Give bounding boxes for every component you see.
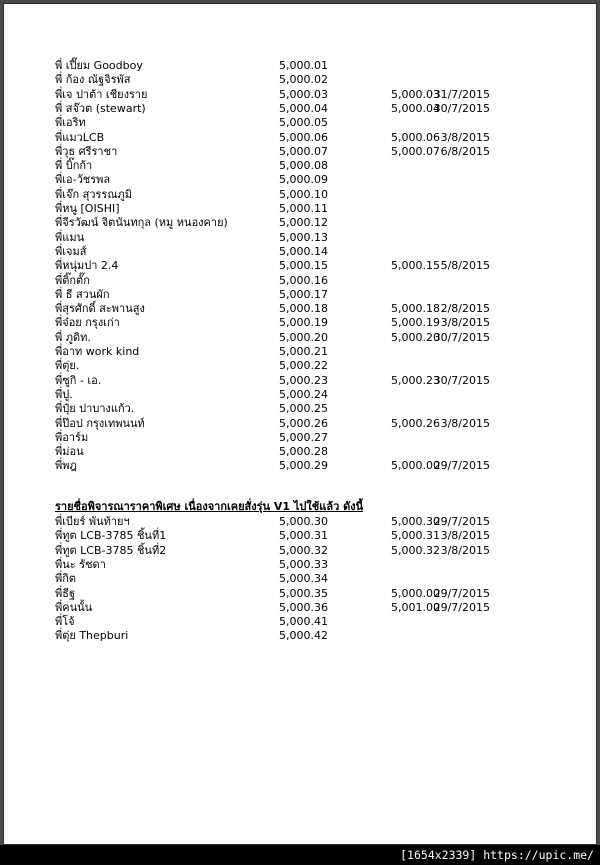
- row-amount: 5,000.23: [279, 373, 328, 387]
- row-amount: 5,000.36: [279, 600, 328, 614]
- list-row: [4, 417, 598, 431]
- row-name: พี่ปู.: [55, 387, 73, 401]
- row-amount: 5,000.19: [279, 316, 328, 330]
- list-row: [4, 402, 598, 416]
- row-name: พี่ม่อน: [55, 445, 84, 459]
- row-name: พี่เจ๊ก สุวรรณภูมิ: [55, 187, 133, 201]
- row-paid-amount: 5,001.00: [391, 600, 440, 614]
- list-row: [4, 202, 598, 216]
- list-row: [4, 73, 598, 87]
- list-row: [4, 316, 598, 330]
- row-name: พี่แมวLCB: [55, 130, 105, 144]
- row-paid-amount: 5,000.20: [391, 330, 440, 344]
- row-amount: 5,000.01: [279, 59, 328, 72]
- row-amount: 5,000.12: [279, 216, 328, 230]
- list-row: [4, 274, 598, 288]
- list-row: [4, 388, 598, 402]
- list-row: [4, 116, 598, 130]
- row-date: 29/7/2015: [433, 459, 490, 473]
- list-row: [4, 529, 598, 543]
- row-name: พี่ ภูดิท.: [55, 330, 91, 344]
- row-paid-amount: 5,000.15: [391, 259, 440, 273]
- list-row: [4, 216, 598, 230]
- row-name: พี่พฎ: [55, 459, 77, 473]
- row-paid-amount: 5,000.07: [391, 144, 440, 158]
- list-row: [4, 515, 598, 529]
- list-row: [4, 231, 598, 245]
- row-name: พี่หนู [OISHI]: [55, 202, 120, 215]
- list-row: [4, 459, 598, 473]
- row-amount: 5,000.32: [279, 543, 328, 557]
- section-heading: รายชื่อพิจารณาราคาพิเศษ เนื่องจากเคยสั่งรุ่น V1 ไปใช้แล้ว ดังนี้: [55, 500, 364, 513]
- image-size-footer: [1654x2339] https://upic.me/: [0, 845, 600, 865]
- row-amount: 5,000.04: [279, 101, 328, 115]
- row-amount: 5,000.09: [279, 173, 328, 187]
- row-amount: 5,000.22: [279, 359, 328, 373]
- row-paid-amount: 5,000.04: [391, 101, 440, 115]
- row-amount: 5,000.24: [279, 387, 328, 401]
- row-amount: 5,000.41: [279, 615, 328, 629]
- row-date: 3/8/2015: [440, 316, 490, 330]
- row-amount: 5,000.31: [279, 529, 328, 543]
- row-name: พี่อาท work kind: [55, 345, 140, 358]
- row-name: พี่ติ๊กตั๊ก: [55, 273, 90, 287]
- list-row: [4, 572, 598, 586]
- row-name: พี่ตุ่ย.: [55, 359, 80, 373]
- row-name: พี่หนุ่มปา 2.4: [55, 259, 119, 273]
- list-row: [4, 102, 598, 116]
- row-amount: 5,000.34: [279, 572, 328, 586]
- row-name: พี่ สจ๊วต (stewart): [55, 101, 146, 115]
- row-name: พี่เอ-วัชรพล: [55, 173, 111, 187]
- row-amount: 5,000.16: [279, 273, 328, 287]
- row-amount: 5,000.03: [279, 87, 328, 101]
- row-name: พี่เอริท: [55, 116, 86, 130]
- row-name: พี่นะ รัชดา: [55, 557, 106, 571]
- row-amount: 5,000.35: [279, 586, 328, 600]
- list-row: [4, 131, 598, 145]
- list-row: [4, 173, 598, 187]
- row-paid-amount: 5,000.32: [391, 543, 440, 557]
- row-date: 30/7/2015: [433, 101, 490, 115]
- row-name: พี่ทูต LCB-3785 ชิ้นที่1: [55, 529, 167, 543]
- list-row: [4, 188, 598, 202]
- row-date: 29/7/2015: [433, 515, 490, 528]
- row-paid-amount: 5,000.19: [391, 316, 440, 330]
- row-paid-amount: 5,000.26: [391, 416, 440, 430]
- row-name: พี่จ๋อย กรุงเก่า: [55, 316, 120, 330]
- row-name: พี่ บิ๊กก้า: [55, 159, 93, 173]
- row-amount: 5,000.42: [279, 629, 328, 643]
- row-name: พี่ซูกิ - เอ.: [55, 373, 102, 387]
- row-amount: 5,000.27: [279, 430, 328, 444]
- row-amount: 5,000.21: [279, 345, 328, 358]
- list-row: [4, 558, 598, 572]
- list-row: [4, 587, 598, 601]
- row-amount: 5,000.17: [279, 287, 328, 301]
- row-date: 29/7/2015: [433, 600, 490, 614]
- list-row: [4, 302, 598, 316]
- row-amount: 5,000.30: [279, 515, 328, 528]
- row-paid-amount: 5,000.00: [391, 459, 440, 473]
- row-date: 5/8/2015: [440, 259, 490, 273]
- row-date: 31/7/2015: [433, 87, 490, 101]
- row-name: พี่อาร์ม: [55, 430, 89, 444]
- row-amount: 5,000.11: [279, 202, 328, 215]
- list-row: [4, 259, 598, 273]
- row-date: 3/8/2015: [440, 529, 490, 543]
- row-name: พี่เจ ปาต้า เชียงราย: [55, 87, 148, 101]
- list-row: [4, 159, 598, 173]
- row-name: พี่สุรศักดิ์ สะพานสูง: [55, 302, 145, 316]
- row-date: 2/8/2015: [440, 302, 490, 316]
- row-name: พี่เบียร์ พันท้ายฯ: [55, 515, 130, 528]
- row-name: พี่ ก้อง ณัฐจิรพัส: [55, 73, 131, 87]
- row-date: 29/7/2015: [433, 586, 490, 600]
- list-row: [4, 345, 598, 359]
- row-name: พี่จีรวัฒน์ จิตนันทกุล (หมู หนองคาย): [55, 216, 228, 230]
- row-name: พี่กิต: [55, 572, 77, 586]
- row-amount: 5,000.15: [279, 259, 328, 273]
- list-row: [4, 615, 598, 629]
- list-row: [4, 331, 598, 345]
- row-amount: 5,000.28: [279, 445, 328, 459]
- row-name: พี่ธีฐ: [55, 586, 76, 600]
- row-date: 3/8/2015: [440, 543, 490, 557]
- row-date: 30/7/2015: [433, 330, 490, 344]
- row-name: พี่เจมส์: [55, 244, 87, 258]
- list-row: [4, 544, 598, 558]
- list-row: [4, 374, 598, 388]
- list-row: [4, 431, 598, 445]
- row-paid-amount: 5,000.18: [391, 302, 440, 316]
- row-name: พี่แมน: [55, 230, 85, 244]
- row-name: พี่ตุ่ย Thepburi: [55, 629, 129, 643]
- row-amount: 5,000.18: [279, 302, 328, 316]
- row-name: พี่คนนั้น: [55, 600, 93, 614]
- row-amount: 5,000.10: [279, 187, 328, 201]
- list-row: [4, 59, 598, 73]
- row-name: พี่ เปี๊ยม Goodboy: [55, 59, 143, 72]
- row-name: พี่วุธ ศรีราชา: [55, 144, 118, 158]
- list-row: [4, 445, 598, 459]
- row-amount: 5,000.07: [279, 144, 328, 158]
- list-row: [4, 88, 598, 102]
- row-paid-amount: 5,000.03: [391, 87, 440, 101]
- row-amount: 5,000.14: [279, 244, 328, 258]
- row-name: พี่ทูต LCB-3785 ชิ้นที่2: [55, 543, 167, 557]
- row-date: 30/7/2015: [433, 373, 490, 387]
- row-amount: 5,000.25: [279, 402, 328, 416]
- list-row: [4, 245, 598, 259]
- row-date: 6/8/2015: [440, 144, 490, 158]
- document-page: [3, 3, 597, 845]
- row-amount: 5,000.06: [279, 130, 328, 144]
- row-amount: 5,000.29: [279, 459, 328, 473]
- list-row: [4, 359, 598, 373]
- row-amount: 5,000.05: [279, 116, 328, 130]
- list-row: [4, 145, 598, 159]
- row-amount: 5,000.02: [279, 73, 328, 87]
- row-date: 3/8/2015: [440, 416, 490, 430]
- row-name: พี่ ธี สวนผัก: [55, 287, 110, 301]
- row-amount: 5,000.08: [279, 159, 328, 173]
- row-paid-amount: 5,000.00: [391, 586, 440, 600]
- row-name: พี่ป๊อป กรุงเทพนนท์: [55, 416, 145, 430]
- row-amount: 5,000.20: [279, 330, 328, 344]
- list-row: [4, 288, 598, 302]
- row-date: 3/8/2015: [440, 130, 490, 144]
- row-paid-amount: 5,000.06: [391, 130, 440, 144]
- row-name: พี่โจ้: [55, 615, 75, 629]
- row-paid-amount: 5,000.23: [391, 373, 440, 387]
- row-paid-amount: 5,000.30: [391, 515, 440, 528]
- list-row: [4, 601, 598, 615]
- row-name: พี่ปุ๋ย ปาบางแก้ว.: [55, 402, 135, 416]
- row-amount: 5,000.33: [279, 557, 328, 571]
- row-amount: 5,000.26: [279, 416, 328, 430]
- row-amount: 5,000.13: [279, 230, 328, 244]
- row-paid-amount: 5,000.31: [391, 529, 440, 543]
- list-row: [4, 629, 598, 643]
